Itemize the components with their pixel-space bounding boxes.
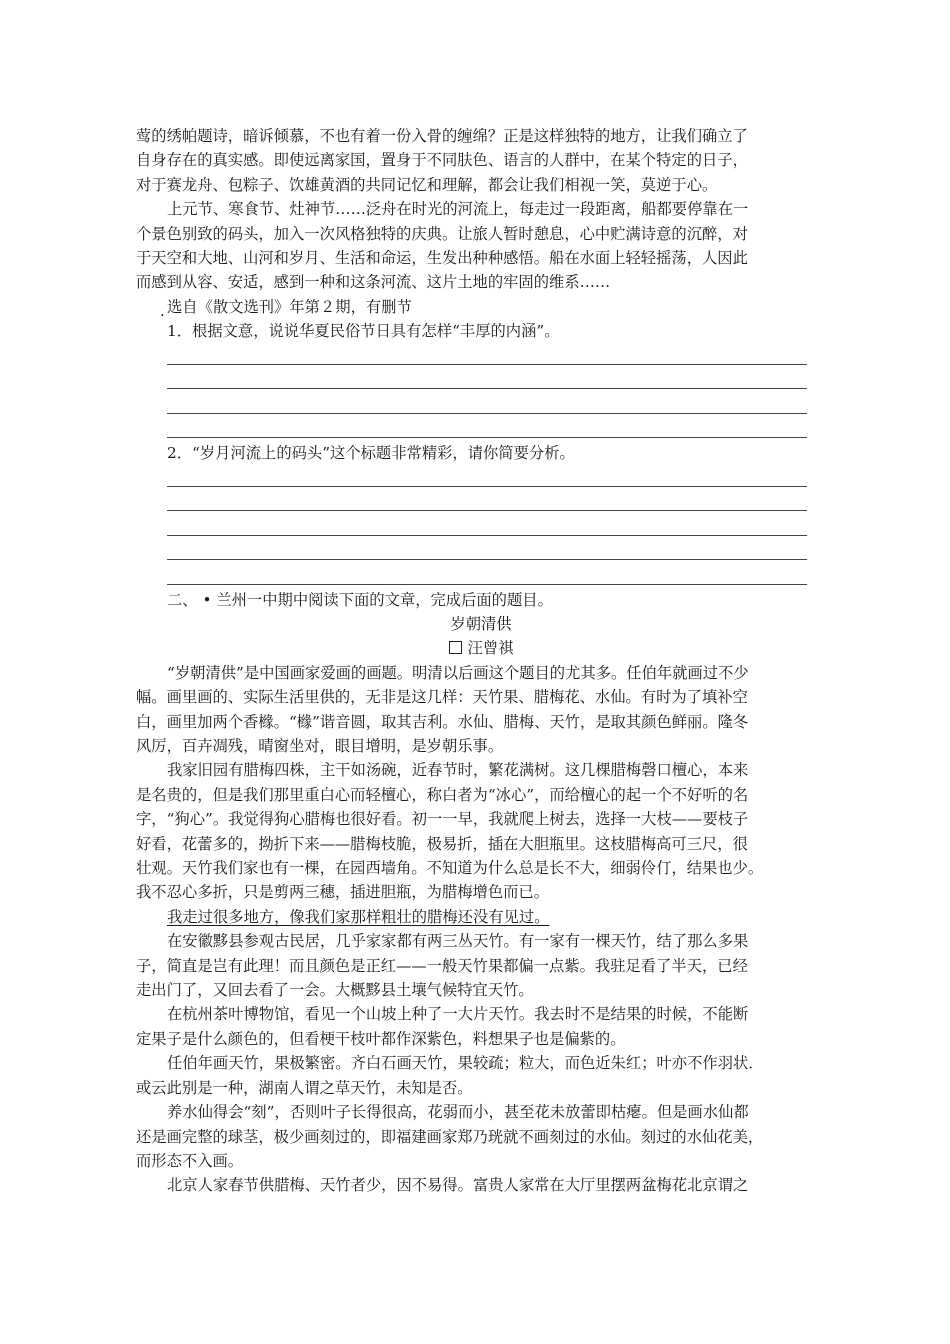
text-line: 我不忍心多折，只是剪两三穗，插进胆瓶，为腊梅增色而已。	[136, 883, 550, 902]
source-text: 选自《散文选刊》年第２期，有删节	[167, 297, 412, 316]
text-line: 于天空和大地、山河和岁月、生活和命运，生发出种种感悟。船在水面上轻轻摇荡，人因此	[136, 249, 748, 268]
text-line: 好看，花蕾多的，拗折下来——腊梅枝脆，极易折，插在大胆瓶里。这枝腊梅高可三尺，很	[136, 834, 748, 853]
text-line: 还是画完整的球茎，极少画刻过的，即福建画家郑乃珖就不画刻过的水仙。刻过的水仙花美，	[136, 1127, 764, 1146]
text-line: “岁朝清供”是中国画家爱画的画题。明清以后画这个题目的尤其多。任伯年就画过不少	[167, 663, 749, 682]
author-name: 汪曾祺	[467, 639, 514, 658]
answer-line[interactable]	[167, 466, 807, 490]
text-line: 子，简直是岂有此理！而且颜色是正红——一般天竹果都偏一点紫。我驻足看了半天，已经	[136, 956, 748, 975]
text-line: 走出门了，又回去看了一会。大概黟县土壤气候特宜天竹。	[136, 981, 534, 1000]
answer-line[interactable]	[167, 514, 807, 538]
text-line	[136, 905, 826, 929]
text-line: 自身存在的真实感。即使远离家国，置身于不同肤色、语言的人群中，在某个特定的日子，	[136, 151, 748, 170]
paragraph-2	[136, 197, 826, 295]
answer-line[interactable]	[167, 490, 807, 514]
article-paragraph	[136, 1051, 826, 1100]
text-line: 对于赛龙舟、包粽子、饮雄黄酒的共同记忆和理解，都会让我们相视一笑，莫逆于心。	[136, 175, 718, 194]
text-line: 个景色别致的码头，加入一次风格独特的庆典。让旅人暂时憩息，心中贮满诗意的沉醉，对	[136, 224, 748, 243]
text-line: 定果子是什么颜色的，但看梗干枝叶都作深紫色，料想果子也是偏紫的。	[136, 1029, 626, 1048]
text-line: 而感到从容、安适，感到一种和这条河流、这片土地的牢固的维系……	[136, 273, 611, 292]
text-line: 字，“狗心”。我觉得狗心腊梅也很好看。初一一早，我就爬上树去，选择一大枝——要枝子	[136, 810, 749, 829]
article-body	[136, 661, 826, 1198]
article-paragraph	[136, 929, 826, 1002]
document-page	[136, 124, 826, 1198]
dot-mark: .	[160, 301, 165, 320]
answer-line[interactable]	[167, 344, 807, 368]
text-line: 壮观。天竹我们家也有一棵，在园西墙角。不知道为什么总是长不大，细弱伶仃，结果也少。	[136, 859, 764, 878]
text-line: 北京人家春节供腊梅、天竹者少，因不易得。富贵人家常在大厅里摆两盆梅花北京谓之	[167, 1176, 749, 1195]
text-line: 或云此别是一种，湖南人谓之草天竹，未知是否。	[136, 1078, 473, 1097]
text-line: 风厉，百卉凋残，晴窗坐对，眼目增明，是岁朝乐事。	[136, 737, 504, 756]
text-line: 我家旧园有腊梅四株，主干如汤碗，近春节时，繁花满树。这几棵腊梅磬口檀心，本来	[167, 761, 749, 780]
text-line: 任伯年画天竹，果极繁密。齐白石画天竹，果较疏；粒大，而色近朱红；叶亦不作羽状．	[167, 1054, 764, 1073]
article-paragraph	[136, 1173, 826, 1197]
text-line: 幅。画里画的、实际生活里供的，无非是这几样：天竹果、腊梅花、水仙。有时为了填补空	[136, 688, 748, 707]
article-paragraph	[136, 661, 826, 759]
article-paragraph	[136, 758, 826, 904]
answer-line[interactable]	[167, 392, 807, 416]
text-line: 莺的绣帕题诗，暗诉倾慕，不也有着一份入骨的缠绵？正是这样独特的地方，让我们确立了	[136, 127, 748, 145]
answer-line[interactable]	[167, 539, 807, 563]
text-line: 而形态不入画。	[136, 1151, 244, 1170]
article-author	[136, 636, 826, 660]
text-line: 是名贵的，但是我们那里重白心而轻檀心，称白者为“冰心”，而给檀心的起一个不好听的名	[136, 785, 749, 804]
text-line: 在安徽黟县参观古民居，几乎家家都有两三丛天竹。有一家有一棵天竹，结了那么多果	[167, 932, 749, 951]
answer-lines-1	[136, 344, 826, 442]
source-note	[136, 295, 826, 319]
article-paragraph	[136, 1002, 826, 1051]
answer-line[interactable]	[167, 563, 807, 587]
answer-lines-2	[136, 466, 826, 588]
text-line: 在杭州茶叶博物馆，看见一个山坡上种了一大片天竹。我去时不是结果的时候，不能断	[167, 1005, 749, 1024]
text-line: 上元节、寒食节、灶神节……泛舟在时光的河流上，每走过一段距离，船都要停靠在一	[167, 200, 749, 219]
question-1: 1．根据文意，说说华夏民俗节日具有怎样“丰厚的内涵”。	[167, 322, 560, 341]
section-heading: 二、 • 兰州一中期中阅读下面的文章，完成后面的题目。	[167, 590, 553, 609]
article-title: 岁朝清供	[450, 614, 512, 633]
answer-line[interactable]	[167, 368, 807, 392]
answer-line[interactable]	[167, 417, 807, 441]
checkbox-icon	[449, 641, 462, 654]
paragraph-1	[136, 124, 826, 197]
text-line: 白，画里加两个香橼。“橼”谐音圆，取其吉利。水仙、腊梅、天竹，是取其颜色鲜丽。隆冬	[136, 712, 749, 731]
article-paragraph	[136, 1100, 826, 1173]
article-paragraph	[136, 905, 826, 929]
underlined-sentence: 我走过很多地方，像我们家那样粗壮的腊梅还没有见过。	[167, 907, 550, 926]
text-line: 养水仙得会“刻”，否则叶子长得很高，花弱而小，甚至花未放蕾即枯瘪。但是画水仙都	[167, 1103, 749, 1122]
question-2: 2．“岁月河流上的码头”这个标题非常精彩，请你简要分析。	[167, 444, 575, 463]
